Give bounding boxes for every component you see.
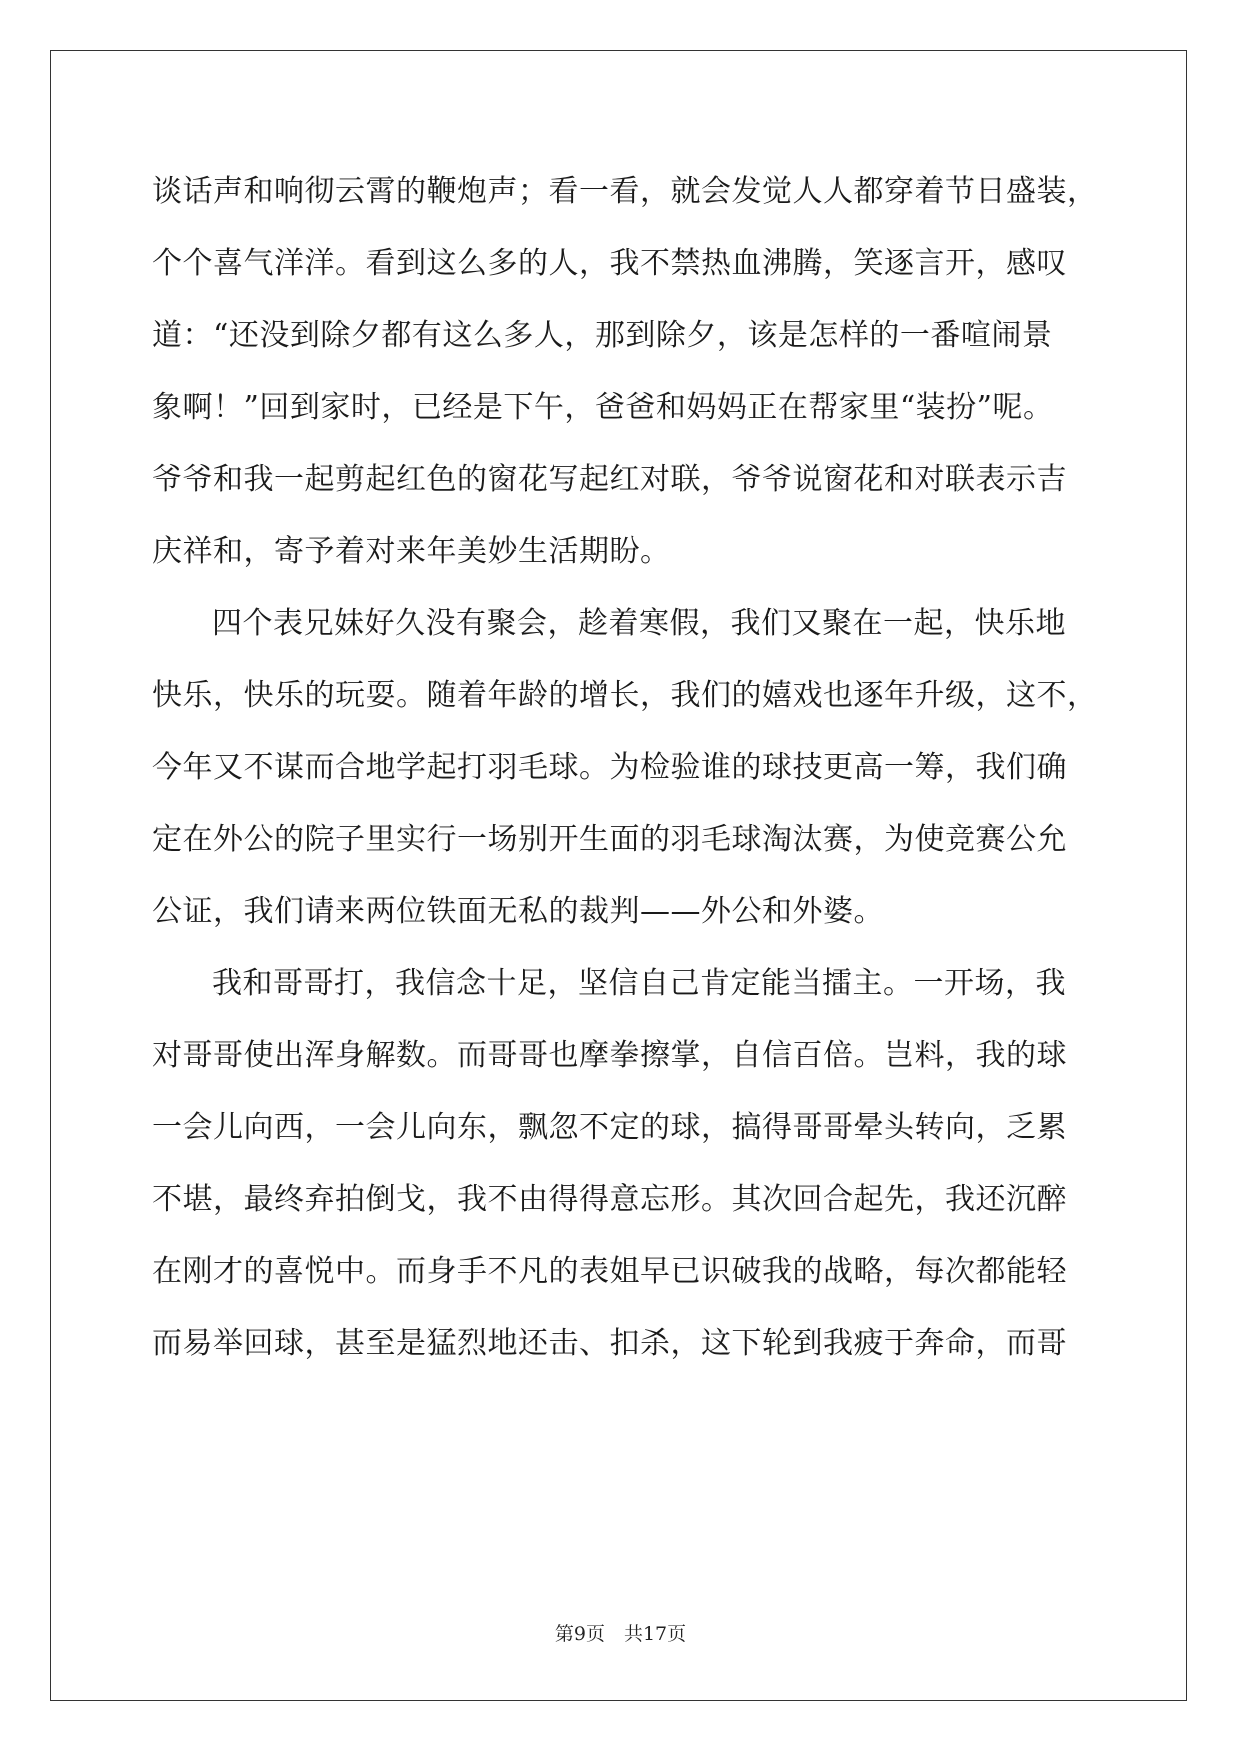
- text-line: 今年又不谋而合地学起打羽毛球。为检验谁的球技更高一筹，我们确: [152, 750, 1067, 785]
- text-line: 一会儿向西，一会儿向东，飘忽不定的球，搞得哥哥晕头转向，乏累: [152, 1110, 1067, 1145]
- text-line: 庆祥和，寄予着对来年美妙生活期盼。: [152, 534, 671, 569]
- page-border: [50, 50, 1187, 1701]
- text-line: 不堪，最终弃拍倒戈，我不由得得意忘形。其次回合起先，我还沉醉: [152, 1182, 1067, 1217]
- text-line: 而易举回球，甚至是猛烈地还击、扣杀，这下轮到我疲于奔命，而哥: [152, 1326, 1067, 1361]
- text-line: 快乐，快乐的玩耍。随着年龄的增长，我们的嬉戏也逐年升级，这不，: [152, 678, 1098, 713]
- text-line: 道：“还没到除夕都有这么多人，那到除夕，该是怎样的一番喧闹景: [152, 318, 1053, 353]
- text-line: 对哥哥使出浑身解数。而哥哥也摩拳擦掌，自信百倍。岂料，我的球: [152, 1038, 1067, 1073]
- text-line: 象啊！”回到家时，已经是下午，爸爸和妈妈正在帮家里“装扮”呢。: [152, 390, 1054, 425]
- text-line: 定在外公的院子里实行一场别开生面的羽毛球淘汰赛，为使竞赛公允: [152, 822, 1067, 857]
- text-line: 在刚才的喜悦中。而身手不凡的表姐早已识破我的战略，每次都能轻: [152, 1254, 1067, 1289]
- page-number-footer: 第9页 共17页: [554, 1623, 687, 1645]
- text-line: 爷爷和我一起剪起红色的窗花写起红对联，爷爷说窗花和对联表示吉: [152, 462, 1067, 497]
- text-line: 谈话声和响彻云霄的鞭炮声；看一看，就会发觉人人都穿着节日盛装，: [152, 174, 1098, 209]
- paragraph-start-line: 我和哥哥打，我信念十足，坚信自己肯定能当擂主。一开场，我: [212, 966, 1066, 1001]
- text-line: 个个喜气洋洋。看到这么多的人，我不禁热血沸腾，笑逐言开，感叹: [152, 246, 1067, 281]
- text-line: 公证，我们请来两位铁面无私的裁判——外公和外婆。: [152, 894, 884, 929]
- paragraph-start-line: 四个表兄妹好久没有聚会，趁着寒假，我们又聚在一起，快乐地: [212, 606, 1066, 641]
